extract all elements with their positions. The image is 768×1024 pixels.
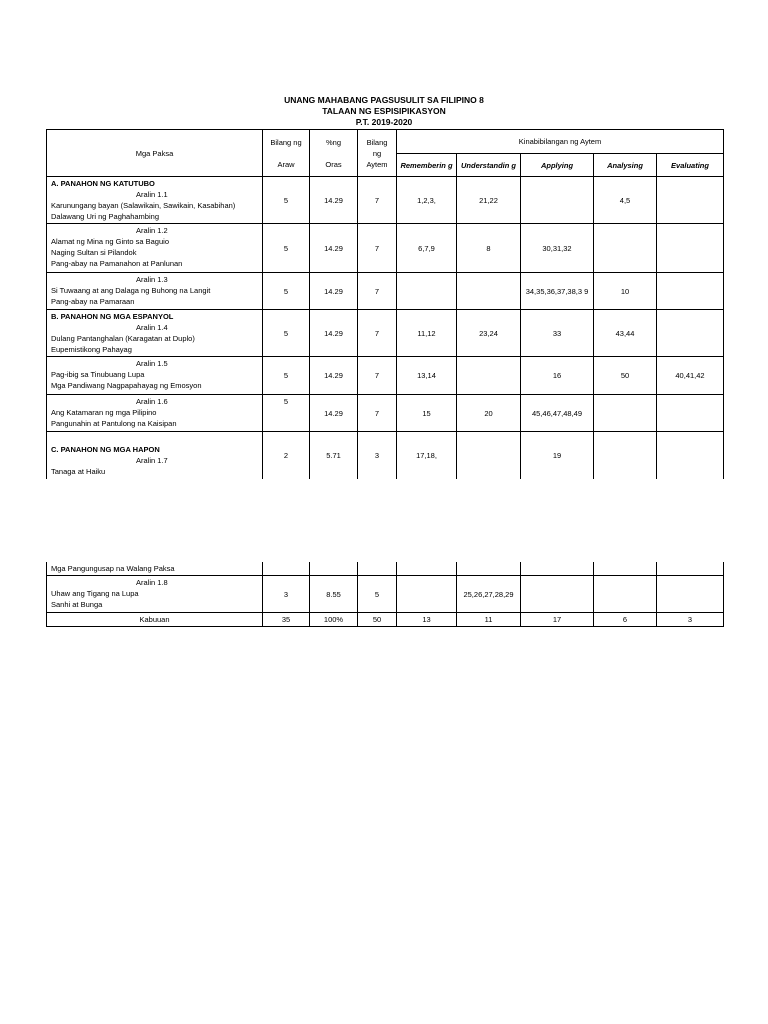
- topic-cell: Aralin 1.2 Alamat ng Mina ng Ginto sa Baguio Naging Sultan si Pilandok Pang-abay na Pamanahon at Panlunan: [47, 224, 263, 273]
- table-row: [47, 224, 724, 273]
- aytem-cell: 7: [358, 357, 397, 395]
- aytem-cell: 5: [358, 576, 397, 613]
- table-row: [47, 310, 724, 357]
- araw-cell: 5: [263, 395, 310, 432]
- header-bilang-araw: Bilang ng Araw: [263, 130, 310, 177]
- total-applying: 17: [521, 613, 594, 627]
- applying-cell: 30,31,32: [521, 224, 594, 273]
- aytem-cell: 7: [358, 395, 397, 432]
- understanding-cell: [457, 562, 521, 576]
- total-oras: 100%: [310, 613, 358, 627]
- topic-cell: C. PANAHON NG MGA HAPON Aralin 1.7 Tanaga at Haiku: [47, 432, 263, 479]
- understanding-cell: 21,22: [457, 177, 521, 224]
- specification-table: [46, 129, 724, 479]
- title-line-3: P.T. 2019-2020: [355, 117, 413, 127]
- analysing-cell: [594, 432, 657, 479]
- total-aytem: 50: [358, 613, 397, 627]
- evaluating-cell: [657, 310, 724, 357]
- analysing-cell: 43,44: [594, 310, 657, 357]
- remembering-cell: [397, 273, 457, 310]
- title-line-1: UNANG MAHABANG PAGSUSULIT SA FILIPINO 8: [284, 95, 484, 105]
- analysing-cell: [594, 576, 657, 613]
- applying-cell: 34,35,36,37,38,3 9: [521, 273, 594, 310]
- remembering-cell: 13,14: [397, 357, 457, 395]
- araw-cell: 3: [263, 576, 310, 613]
- header-analysing: Analysing: [594, 154, 657, 177]
- total-araw: 35: [263, 613, 310, 627]
- header-applying: Applying: [521, 154, 594, 177]
- araw-cell: 2: [263, 432, 310, 479]
- oras-cell: 5.71: [310, 432, 358, 479]
- total-label: Kabuuan: [47, 613, 263, 627]
- remembering-cell: [397, 576, 457, 613]
- header-kinabibilangan: Kinabibilangan ng Aytem: [397, 130, 724, 154]
- applying-cell: [521, 576, 594, 613]
- analysing-cell: 4,5: [594, 177, 657, 224]
- araw-cell: 5: [263, 273, 310, 310]
- evaluating-cell: [657, 177, 724, 224]
- table-row: [47, 395, 724, 432]
- understanding-cell: [457, 273, 521, 310]
- araw-cell: [263, 562, 310, 576]
- understanding-cell: [457, 432, 521, 479]
- remembering-cell: 17,18,: [397, 432, 457, 479]
- applying-cell: [521, 177, 594, 224]
- evaluating-cell: [657, 432, 724, 479]
- analysing-cell: 10: [594, 273, 657, 310]
- specification-table-continued: [46, 562, 724, 627]
- oras-cell: [310, 562, 358, 576]
- oras-cell: 14.29: [310, 310, 358, 357]
- oras-cell: 14.29: [310, 395, 358, 432]
- aytem-cell: 7: [358, 273, 397, 310]
- table-row: [47, 576, 724, 613]
- title-line-2: TALAAN NG ESPISIPIKASYON: [322, 106, 446, 116]
- remembering-cell: [397, 562, 457, 576]
- header-bilang-aytem: Bilang ng Aytem: [358, 130, 397, 177]
- table-row: [47, 562, 724, 576]
- understanding-cell: 20: [457, 395, 521, 432]
- applying-cell: 33: [521, 310, 594, 357]
- table-row: [47, 273, 724, 310]
- oras-cell: 14.29: [310, 224, 358, 273]
- araw-cell: 5: [263, 310, 310, 357]
- topic-cell: Mga Pangungusap na Walang Paksa: [47, 562, 263, 576]
- remembering-cell: 15: [397, 395, 457, 432]
- table-row: [47, 432, 724, 479]
- header-oras: %ng Oras: [310, 130, 358, 177]
- document-title: [0, 95, 768, 128]
- evaluating-cell: 40,41,42: [657, 357, 724, 395]
- header-evaluating: Evaluating: [657, 154, 724, 177]
- aytem-cell: 7: [358, 177, 397, 224]
- evaluating-cell: [657, 576, 724, 613]
- araw-cell: 5: [263, 224, 310, 273]
- topic-cell: A. PANAHON NG KATUTUBO Aralin 1.1 Karunungang bayan (Salawikain, Sawikain, Kasabihan) Dalawang Uri ng Paghahambing: [47, 177, 263, 224]
- topic-cell: B. PANAHON NG MGA ESPANYOL Aralin 1.4 Dulang Pantanghalan (Karagatan at Duplo) Eupemistikong Pahayag: [47, 310, 263, 357]
- evaluating-cell: [657, 273, 724, 310]
- header-remembering: Rememberin g: [397, 154, 457, 177]
- evaluating-cell: [657, 395, 724, 432]
- applying-cell: 45,46,47,48,49: [521, 395, 594, 432]
- table-row: [47, 357, 724, 395]
- understanding-cell: 23,24: [457, 310, 521, 357]
- evaluating-cell: [657, 562, 724, 576]
- remembering-cell: 6,7,9: [397, 224, 457, 273]
- header-understanding: Understandin g: [457, 154, 521, 177]
- applying-cell: [521, 562, 594, 576]
- aytem-cell: [358, 562, 397, 576]
- understanding-cell: 25,26,27,28,29: [457, 576, 521, 613]
- understanding-cell: [457, 357, 521, 395]
- oras-cell: 14.29: [310, 357, 358, 395]
- evaluating-cell: [657, 224, 724, 273]
- aytem-cell: 7: [358, 224, 397, 273]
- analysing-cell: [594, 224, 657, 273]
- aytem-cell: 3: [358, 432, 397, 479]
- understanding-cell: 8: [457, 224, 521, 273]
- araw-cell: 5: [263, 177, 310, 224]
- oras-cell: 8.55: [310, 576, 358, 613]
- topic-cell: Aralin 1.6 Ang Katamaran ng mga Pilipino Pangunahin at Pantulong na Kaisipan: [47, 395, 263, 432]
- oras-cell: 14.29: [310, 273, 358, 310]
- total-row: [47, 613, 724, 627]
- topic-cell: Aralin 1.5 Pag-ibig sa Tinubuang Lupa Mga Pandiwang Nagpapahayag ng Emosyon: [47, 357, 263, 395]
- total-evaluating: 3: [657, 613, 724, 627]
- analysing-cell: [594, 562, 657, 576]
- oras-cell: 14.29: [310, 177, 358, 224]
- applying-cell: 16: [521, 357, 594, 395]
- aytem-cell: 7: [358, 310, 397, 357]
- applying-cell: 19: [521, 432, 594, 479]
- header-mga-paksa: Mga Paksa: [47, 130, 263, 177]
- analysing-cell: [594, 395, 657, 432]
- araw-cell: 5: [263, 357, 310, 395]
- topic-cell: Aralin 1.8 Uhaw ang Tigang na Lupa Sanhi at Bunga: [47, 576, 263, 613]
- total-analysing: 6: [594, 613, 657, 627]
- analysing-cell: 50: [594, 357, 657, 395]
- topic-cell: Aralin 1.3 Si Tuwaang at ang Dalaga ng Buhong na Langit Pang-abay na Pamaraan: [47, 273, 263, 310]
- remembering-cell: 11,12: [397, 310, 457, 357]
- total-remembering: 13: [397, 613, 457, 627]
- remembering-cell: 1,2,3,: [397, 177, 457, 224]
- table-row: [47, 177, 724, 224]
- total-understanding: 11: [457, 613, 521, 627]
